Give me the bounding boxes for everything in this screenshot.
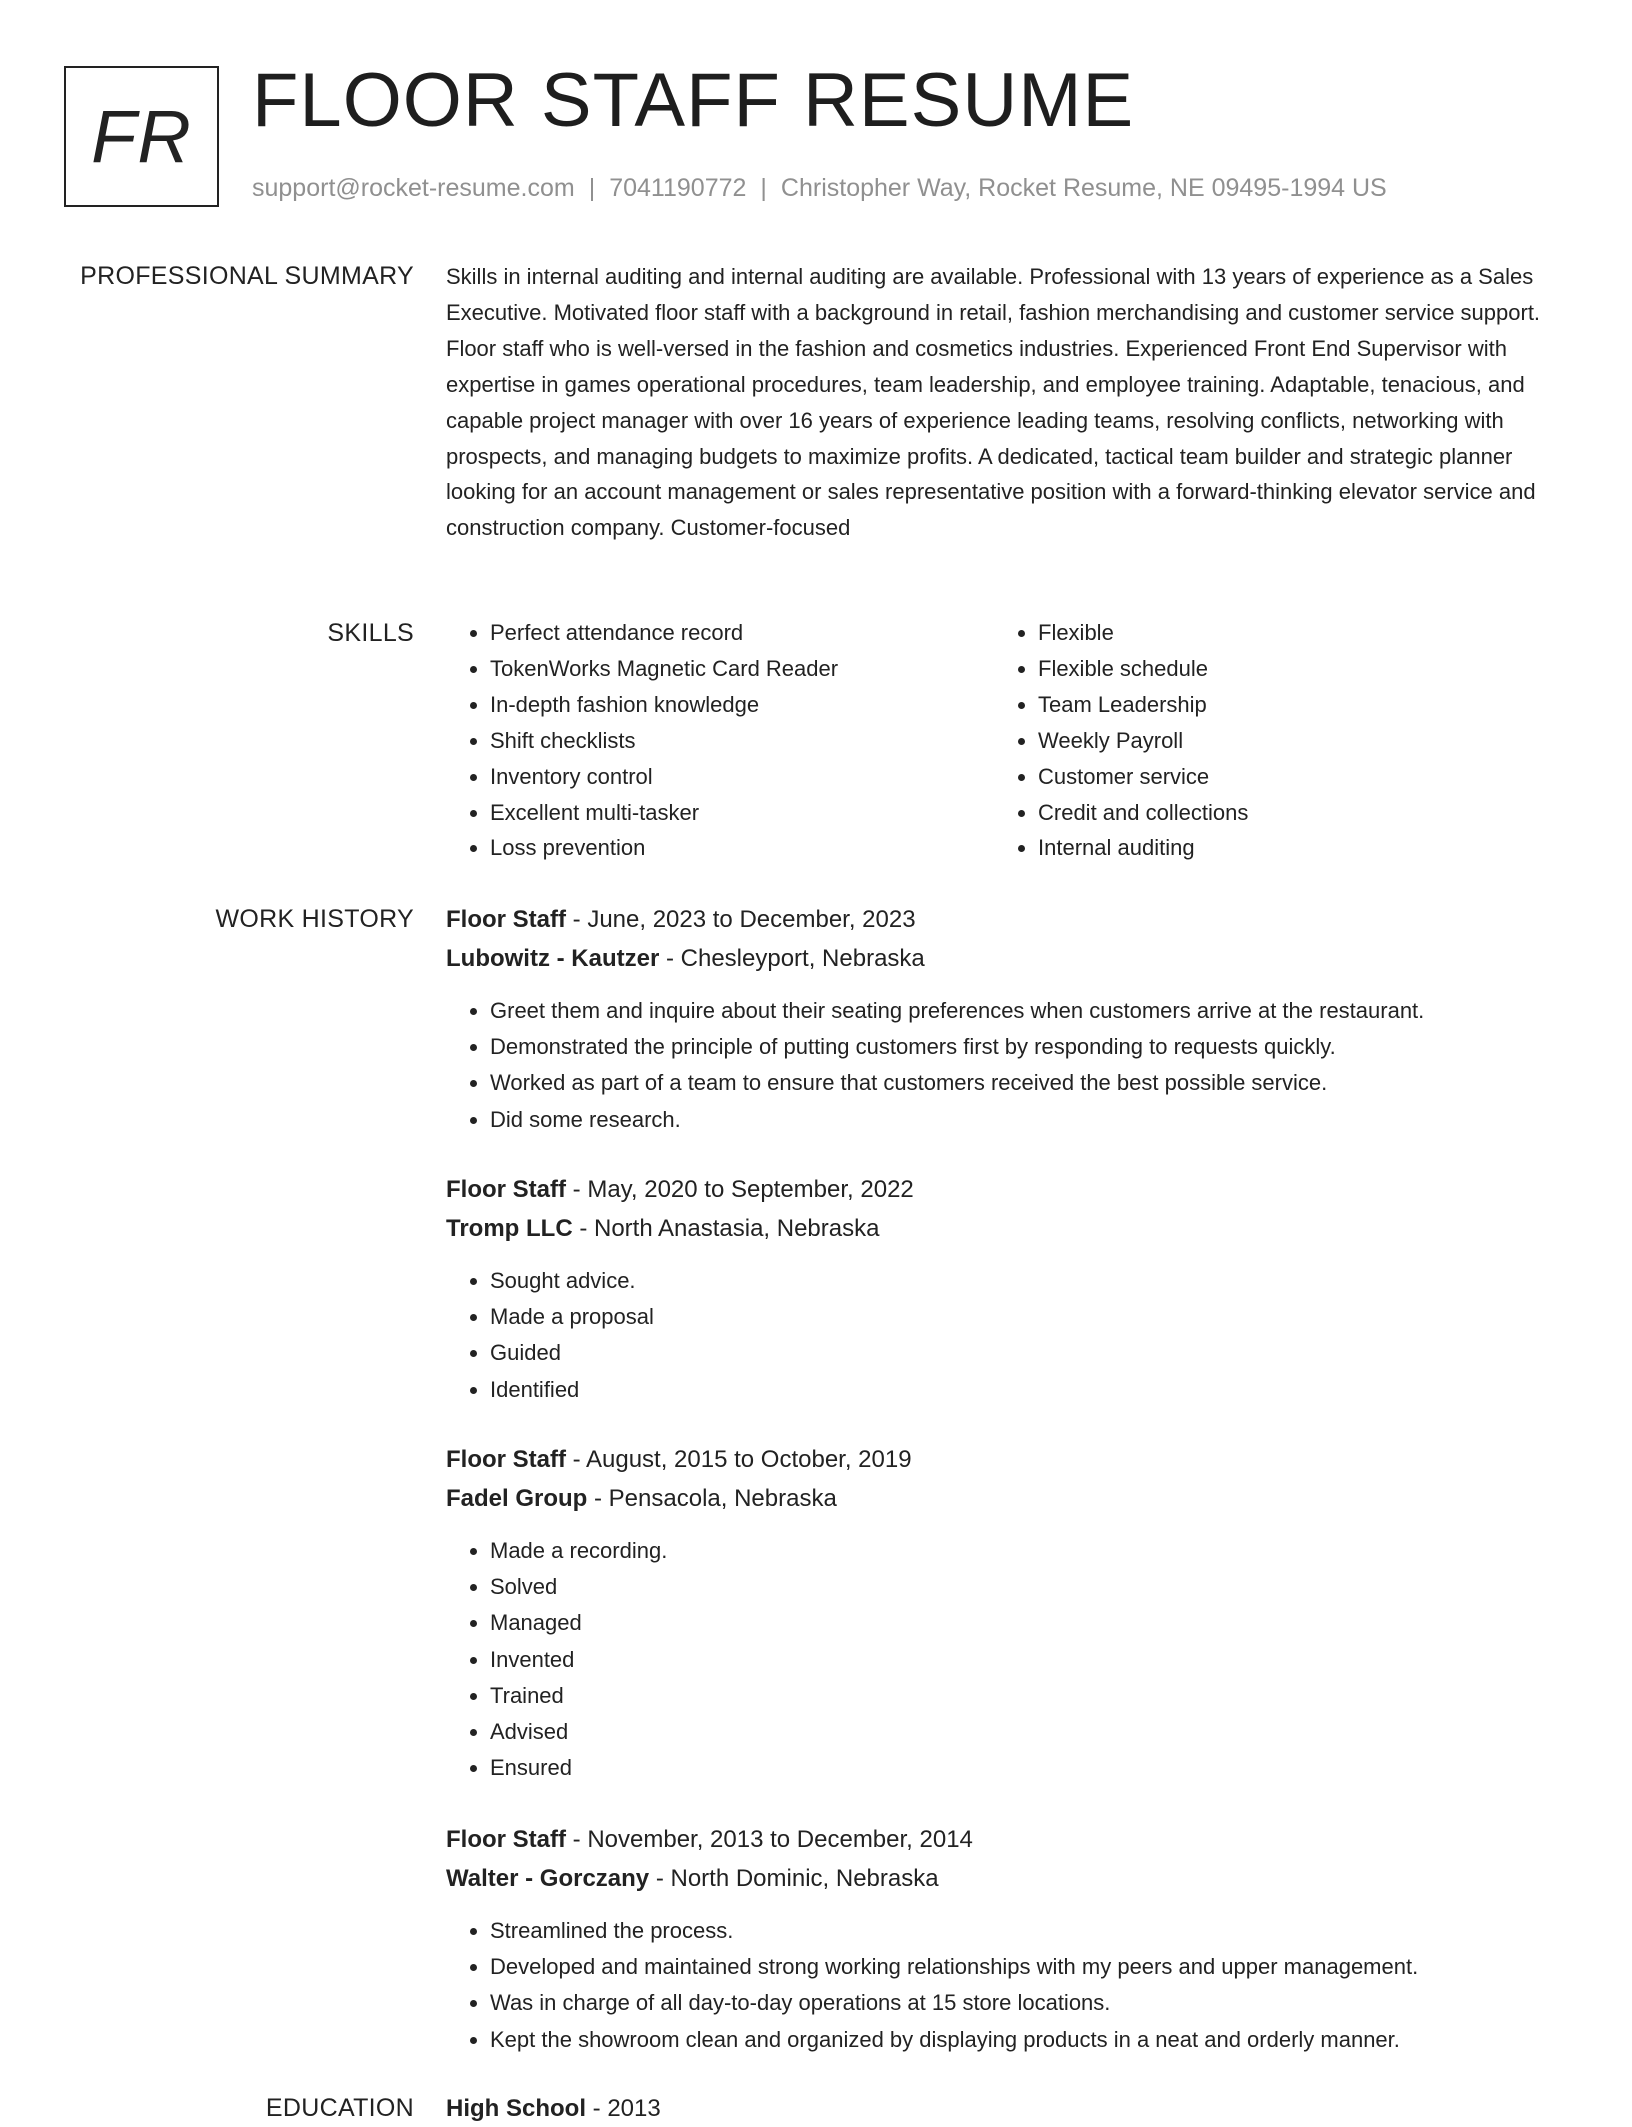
job-duty-item: • Advised bbox=[490, 1714, 1596, 1750]
skill-item: • Credit and collections bbox=[1038, 795, 1542, 831]
contact-email: support@rocket-resume.com bbox=[252, 174, 575, 202]
job-dates: - June, 2023 to December, 2023 bbox=[566, 906, 916, 933]
contact-separator: | bbox=[588, 174, 596, 202]
initials-monogram bbox=[64, 66, 219, 207]
skill-item: • Team Leadership bbox=[1038, 687, 1542, 723]
skill-item: • Weekly Payroll bbox=[1038, 723, 1542, 759]
job-duty-item: • Sought advice. bbox=[490, 1263, 1596, 1299]
job-duty-item: • Trained bbox=[490, 1678, 1596, 1714]
job-duty-item: • Developed and maintained strong working relationships with my peers and upper management. bbox=[490, 1949, 1596, 1985]
skill-item: • Excellent multi-tasker bbox=[490, 795, 994, 831]
summary-section bbox=[446, 259, 1576, 546]
job-duty-item: • Was in charge of all day-to-day operations at 15 store locations. bbox=[490, 1985, 1596, 2021]
job-duty-item: • Guided bbox=[490, 1335, 1596, 1371]
job-dates: - May, 2020 to September, 2022 bbox=[566, 1176, 914, 1203]
contact-address: Christopher Way, Rocket Resume, NE 09495-1994 US bbox=[780, 174, 1387, 202]
education-year: - 2013 bbox=[586, 2095, 661, 2122]
job-company: Lubowitz - Kautzer bbox=[446, 945, 660, 972]
education-heading: EDUCATION bbox=[265, 2094, 414, 2122]
skills-column-left bbox=[446, 615, 994, 866]
job-duty-item: • Demonstrated the principle of putting customers first by responding to requests quickly. bbox=[490, 1029, 1596, 1065]
skill-item: • Perfect attendance record bbox=[490, 615, 994, 651]
skills-section bbox=[446, 615, 1576, 866]
contact-separator: | bbox=[760, 174, 767, 202]
job-duty-item: • Invented bbox=[490, 1642, 1596, 1678]
job-duty-item: • Greet them and inquire about their seating preferences when customers arrive at the restaurant. bbox=[490, 993, 1596, 1029]
job-entry bbox=[446, 902, 1596, 1138]
skills-column-right bbox=[994, 615, 1542, 866]
job-title: Floor Staff bbox=[446, 1176, 566, 1203]
job-duty-item: • Made a recording. bbox=[490, 1533, 1596, 1569]
job-duty-item: • Worked as part of a team to ensure that customers received the best possible service. bbox=[490, 1065, 1596, 1101]
job-duty-item: • Kept the showroom clean and organized by displaying products in a neat and orderly manner. bbox=[490, 2022, 1596, 2058]
job-duty-item: • Did some research. bbox=[490, 1102, 1596, 1138]
job-title: Floor Staff bbox=[446, 906, 566, 933]
contact-phone: 7041190772 bbox=[609, 174, 747, 202]
job-dates: - November, 2013 to December, 2014 bbox=[566, 1826, 973, 1853]
job-company: Fadel Group bbox=[446, 1485, 588, 1512]
skill-item: • In-depth fashion knowledge bbox=[490, 687, 994, 723]
contact-line bbox=[252, 174, 1387, 203]
summary-heading: PROFESSIONAL SUMMARY bbox=[80, 262, 414, 290]
skills-list-right bbox=[994, 615, 1542, 866]
job-title: Floor Staff bbox=[446, 1446, 566, 1473]
skill-item: • TokenWorks Magnetic Card Reader bbox=[490, 651, 994, 687]
job-dates: - August, 2015 to October, 2019 bbox=[566, 1446, 912, 1473]
skill-item: • Shift checklists bbox=[490, 723, 994, 759]
job-duties-list bbox=[446, 1533, 1596, 1786]
job-entry bbox=[446, 1822, 1596, 2058]
job-company: Tromp LLC bbox=[446, 1215, 573, 1242]
skill-item: • Inventory control bbox=[490, 759, 994, 795]
job-entry bbox=[446, 1442, 1596, 1786]
job-duty-item: • Ensured bbox=[490, 1750, 1596, 1786]
job-company: Walter - Gorczany bbox=[446, 1865, 650, 1892]
summary-text: Skills in internal auditing and internal auditing are available. Professional with 13 years of experience as a Sales Executive. Motivated floor staff with a background in retail, fashion merchandising and customer service support. Floor staff who is well-versed in the fashion and cosmetics industries. Experienced Front End Supervisor with expertise in games operational procedures, team leadership, and employee training. Adaptable, tenacious, and capable project manager with over 16 years of experience leading teams, resolving conflicts, networking with prospects, and managing budgets to maximize profits. A dedicated, tactical team builder and strategic planner looking for an account management or sales representative position with a forward-thinking elevator service and construction company. Customer-focused bbox=[446, 264, 1541, 541]
job-location: - Chesleyport, Nebraska bbox=[659, 945, 925, 972]
job-duty-item: • Streamlined the process. bbox=[490, 1913, 1596, 1949]
job-duties-list bbox=[446, 1913, 1596, 2058]
skill-item: • Flexible schedule bbox=[1038, 651, 1542, 687]
education-entry bbox=[446, 2091, 1596, 2127]
job-title: Floor Staff bbox=[446, 1826, 566, 1853]
skill-item: • Loss prevention bbox=[490, 830, 994, 866]
skills-heading: SKILLS bbox=[327, 619, 414, 647]
resume-title: FLOOR STAFF RESUME bbox=[252, 58, 1135, 143]
job-duty-item: • Made a proposal bbox=[490, 1299, 1596, 1335]
skill-item: • Internal auditing bbox=[1038, 830, 1542, 866]
job-duty-item: • Solved bbox=[490, 1569, 1596, 1605]
work-history-heading: WORK HISTORY bbox=[215, 905, 414, 933]
skills-list-left bbox=[446, 615, 994, 866]
job-entry bbox=[446, 1172, 1596, 1408]
job-location: - North Anastasia, Nebraska bbox=[572, 1215, 880, 1242]
job-duty-item: • Identified bbox=[490, 1372, 1596, 1408]
initials-text: FR bbox=[91, 95, 192, 178]
job-duties-list bbox=[446, 1263, 1596, 1408]
education-degree: High School bbox=[446, 2095, 586, 2122]
skill-item: • Flexible bbox=[1038, 615, 1542, 651]
job-location: - North Dominic, Nebraska bbox=[649, 1865, 939, 1892]
job-duty-item: • Managed bbox=[490, 1605, 1596, 1641]
job-location: - Pensacola, Nebraska bbox=[587, 1485, 837, 1512]
skill-item: • Customer service bbox=[1038, 759, 1542, 795]
job-duties-list bbox=[446, 993, 1596, 1138]
